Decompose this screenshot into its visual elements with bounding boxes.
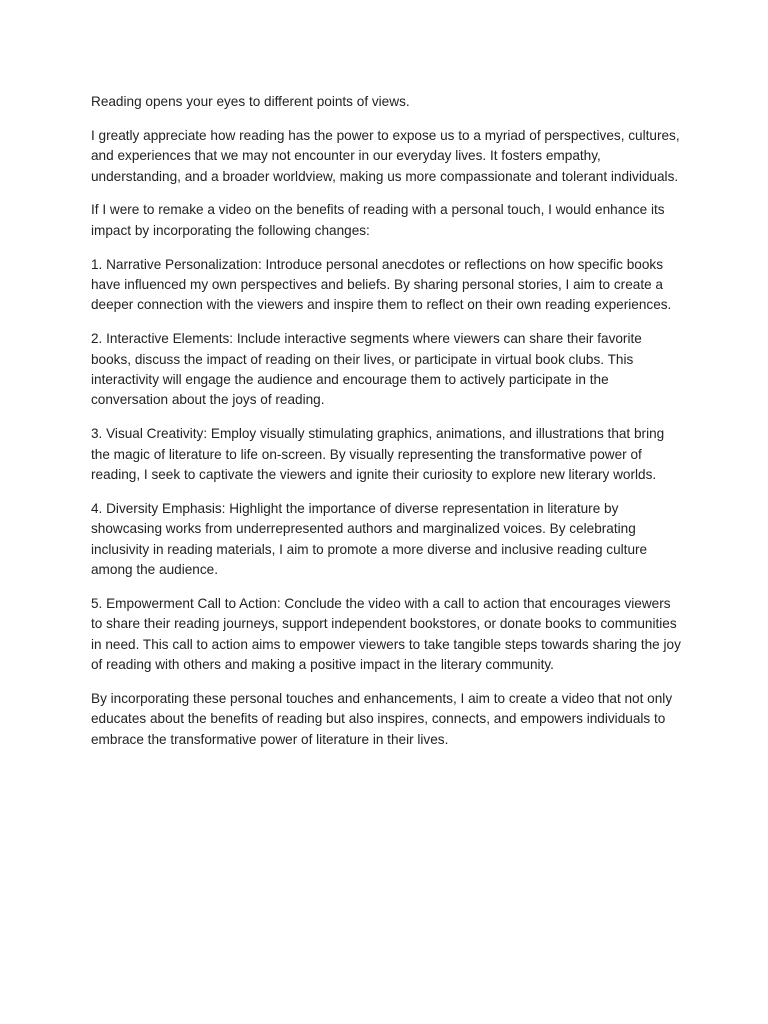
opening-line: Reading opens your eyes to different points of views. <box>91 94 410 109</box>
list-item-narrative-personalization: 1. Narrative Personalization: Introduce personal anecdotes or reflections on how specific books have influenced my own perspectives and beliefs. By sharing personal stories, I aim to create a deeper connection with the viewers and inspire them to reflect on their own reading experiences. <box>91 256 672 313</box>
list-item-diversity-emphasis: 4. Diversity Emphasis: Highlight the importance of diverse representation in literature by showcasing works from underrepresented authors and marginalized voices. By celebrating inclusivity in reading materials, I aim to promote a more diverse and inclusive reading culture among the audience. <box>91 500 648 578</box>
appreciation-paragraph: I greatly appreciate how reading has the power to expose us to a myriad of perspectives, cultures, and experiences that we may not encounter in our everyday lives. It fosters empathy, understanding, and a broader worldview, making us more compassionate and tolerant individuals. <box>91 127 680 184</box>
intro-paragraph: If I were to remake a video on the benefits of reading with a personal touch, I would enhance its impact by incorporating the following changes: <box>91 202 665 238</box>
list-item-visual-creativity: 3. Visual Creativity: Employ visually stimulating graphics, animations, and illustrations that bring the magic of literature to life on-screen. By visually representing the transformative power of reading, I seek to captivate the viewers and ignite their curiosity to explore new literary worlds. <box>91 426 665 483</box>
list-item-empowerment-call-to-action: 5. Empowerment Call to Action: Conclude the video with a call to action that encourages viewers to share their reading journeys, support independent bookstores, or donate books to communities in need. This call to action aims to empower viewers to take tangible steps towards sharing the joy of reading with others and making a positive impact in the literary community. <box>91 595 681 673</box>
closing-paragraph: By incorporating these personal touches and enhancements, I aim to create a video that not only educates about the benefits of reading but also inspires, connects, and empowers individuals to embrace the transformative power of literature in their lives. <box>91 690 673 747</box>
document-page <box>91 92 681 763</box>
list-item-interactive-elements: 2. Interactive Elements: Include interactive segments where viewers can share their favorite books, discuss the impact of reading on their lives, or participate in virtual book clubs. This interactivity will engage the audience and encourage them to actively participate in the conversation about the joys of reading. <box>91 331 642 408</box>
